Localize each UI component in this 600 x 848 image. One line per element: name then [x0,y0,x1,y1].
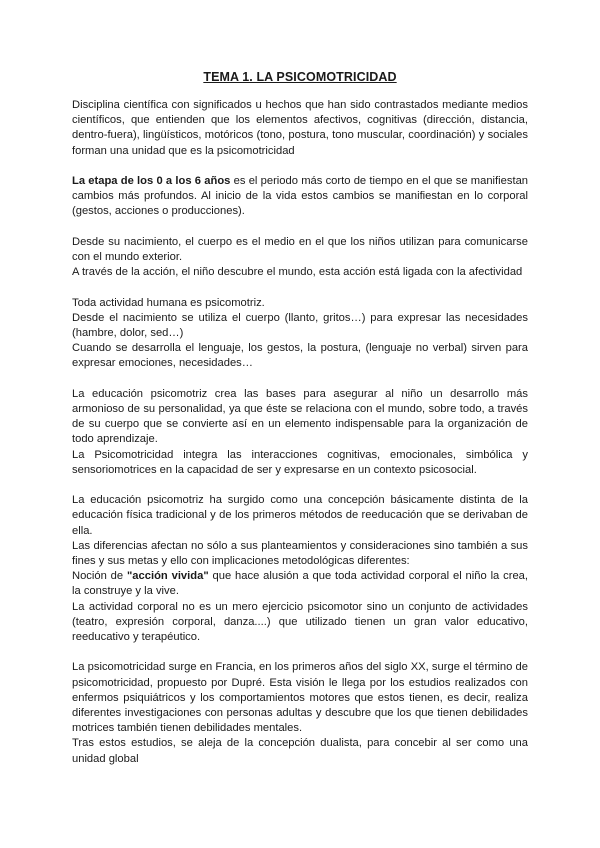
paragraph-education-origin: La educación psicomotriz ha surgido como una concepción básicamente distinta de la educación física tradicional y de los primeros métodos de reeducación que se derivaban de ella. [72,494,528,537]
paragraph-definition: Disciplina científica con significados u hechos que han sido contrastados mediante medios científicos, que entienden que los elementos afectivos, cognitivas (dirección, distancia, dentro-fuera), lingüísticos, motóricos (tono, postura, tono muscular, coordinación) y sociales forman una unidad que es la psicomotricidad [72,99,528,157]
paragraph-integration: La Psicomotricidad integra las interacciones cognitivas, emocionales, simbólica y sensoriomotrices en la capacidad de ser y expresarse en un contexto psicosocial. [72,448,528,476]
lived-action-post: que hace alusión a que toda actividad corporal el niño la crea, la construye y la vive. [72,570,529,598]
paragraph-action-world: A través de la acción, el niño descubre el mundo, esta acción está ligada con la afectividad [72,266,523,279]
stage-emphasis: La etapa de los 0 a los 6 años [72,175,231,187]
paragraph-birth-needs: Desde el nacimiento se utiliza el cuerpo (llanto, gritos…) para expresar las necesidades (hambre, dolor, sed…) [72,311,528,339]
paragraph-lived-action [72,569,528,599]
paragraph-global-unity: Tras estos estudios, se aleja de la concepción dualista, para concebir al ser como una unidad global [72,737,528,765]
document-title: TEMA 1. LA PSICOMOTRICIDAD [203,70,397,84]
paragraph-history: La psicomotricidad surge en Francia, en los primeros años del siglo XX, surge el término de psicomotricidad, propuesto por Dupré. Esta visión le llega por los estudios realizados con enfermos psiquiátricos y los comportamientos motores que estos tienen, es decir, realiza diferentes investigaciones con personas adultas y descubre que los que tienen debilidades motrices también tienen debilidades mentales. [72,661,528,735]
paragraph-human-activity: Toda actividad humana es psicomotriz. [72,296,265,309]
paragraph-body-activity: La actividad corporal no es un mero ejercicio psicomotor sino un conjunto de actividades (teatro, expresión corporal, danza....) que utilizado tienen un gran valor educativo, reeducativo y terapéutico. [72,600,528,644]
lived-action-pre: Noción de [72,570,127,583]
paragraph-differences: Las diferencias afectan no sólo a sus planteamientos y consideraciones sino también a sus fines y sus metas y ello con implicaciones metodológicas diferentes: [72,539,528,568]
paragraph-stage [72,174,528,220]
lived-action-emphasis: "acción vivida" [127,570,209,583]
stage-text: es el periodo más corto de tiempo en el que se manifiestan cambios más profundos. Al inicio de la vida estos cambios se manifiestan en lo corporal (gestos, acciones o producciones). [72,175,529,218]
document-body [72,98,528,767]
paragraph-education-bases: La educación psicomotriz crea las bases para asegurar al niño un desarrollo más armonioso de su personalidad, ya que éste se relaciona con el mundo, sobre todo, a través de su cuerpo que se convierte así en un elemento indispensable para la organización de todo aprendizaje. [72,387,528,446]
paragraph-birth-body: Desde su nacimiento, el cuerpo es el medio en el que los niños utilizan para comunicarse con el mundo exterior. [72,235,528,263]
paragraph-language: Cuando se desarrolla el lenguaje, los gestos, la postura, (lenguaje no verbal) sirven para expresar emociones, necesidades… [72,342,528,370]
